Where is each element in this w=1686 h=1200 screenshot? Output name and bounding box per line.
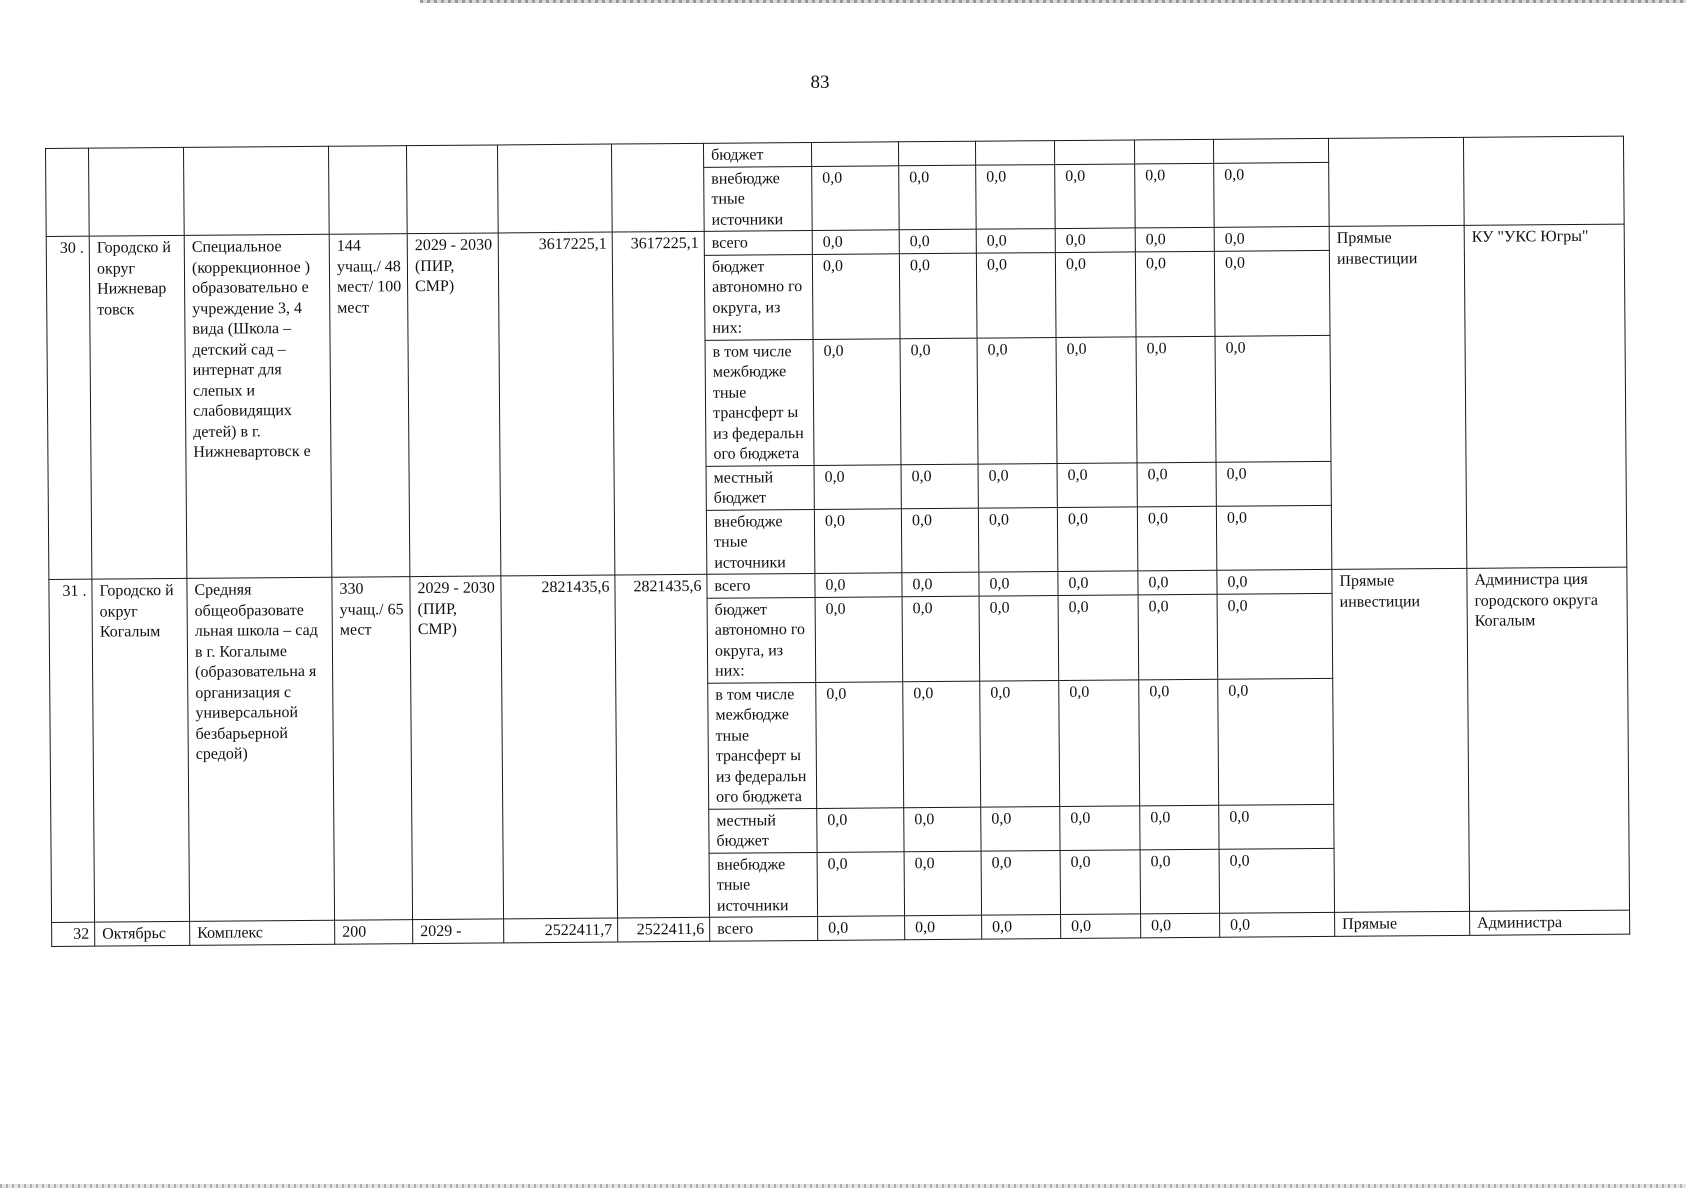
funding-value: 0,0 <box>978 463 1057 508</box>
funding-value: 0,0 <box>1057 506 1138 571</box>
funding-value: 0,0 <box>1219 804 1334 849</box>
remaining-cost-cell: 2522411,6 <box>618 917 710 941</box>
funding-value: 0,0 <box>1217 593 1333 679</box>
funding-value: 0,0 <box>899 229 976 253</box>
funding-value: 0,0 <box>1056 336 1137 463</box>
object-name-cell: Средняя общеобразовате льная школа – сад в г. Когалыме (образовательна я организация с универсальной безбарьерной средой) <box>187 577 335 921</box>
total-cost-cell: 2821435,6 <box>501 575 618 919</box>
funding-value: 0,0 <box>981 850 1061 915</box>
funding-value: 0,0 <box>902 596 980 682</box>
funding-value: 0,0 <box>980 680 1060 807</box>
funding-value: 0,0 <box>1138 570 1217 594</box>
funding-value: 0,0 <box>1219 848 1335 913</box>
funding-value: 0,0 <box>817 807 904 852</box>
funding-value: 0,0 <box>814 464 901 509</box>
scan-edge-top <box>420 0 1686 3</box>
investment-table <box>45 136 1630 947</box>
capacity-cell: 144 учащ./ 48 мест/ 100 мест <box>329 234 410 578</box>
funding-value: 0,0 <box>979 595 1059 681</box>
funding-source: в том числе межбюдже тные трансферт ы из федеральн ого бюджета <box>705 339 814 466</box>
funding-value: 0,0 <box>903 681 981 808</box>
funding-value: 0,0 <box>1061 914 1141 938</box>
funding-value: 0,0 <box>1057 462 1137 507</box>
period-cell: 2029 - 2030 (ПИР, СМР) <box>407 233 501 577</box>
funding-value: 0,0 <box>1136 336 1216 463</box>
scan-edge-bottom <box>0 1184 1686 1188</box>
funding-value: 0,0 <box>1215 335 1331 462</box>
funding-value: 0,0 <box>1058 571 1138 595</box>
funding-value: 0,0 <box>1141 913 1220 937</box>
object-rows <box>46 224 1630 946</box>
funding-value: 0,0 <box>814 508 902 573</box>
object-name-cell: Комплекс <box>190 920 335 945</box>
total-cost-cell: 3617225,1 <box>498 232 615 576</box>
cell-empty <box>328 146 407 235</box>
funding-value <box>898 141 975 165</box>
funding-value: 0,0 <box>979 572 1058 596</box>
funding-value: 0,0 <box>981 806 1060 851</box>
municipality-cell: Городско й округ Нижневар товск <box>89 235 187 579</box>
funding-source: бюджет <box>703 142 811 166</box>
funding-value: 0,0 <box>1214 162 1330 227</box>
mechanism-cell: Прямые <box>1335 911 1470 936</box>
funding-value: 0,0 <box>1055 251 1136 337</box>
funding-value: 0,0 <box>1216 461 1331 506</box>
funding-value: 0,0 <box>1055 228 1135 252</box>
funding-value: 0,0 <box>1140 849 1220 914</box>
funding-value: 0,0 <box>977 337 1057 464</box>
funding-value: 0,0 <box>1214 226 1329 250</box>
funding-value: 0,0 <box>1135 251 1215 337</box>
customer-cell: КУ "УКС Югры" <box>1464 224 1627 568</box>
funding-value: 0,0 <box>1220 912 1335 936</box>
funding-value: 0,0 <box>899 253 977 339</box>
municipality-cell: Городско й округ Когалым <box>92 578 190 922</box>
funding-value <box>1054 140 1134 164</box>
remaining-cost-cell: 3617225,1 <box>612 231 707 575</box>
cell-empty <box>183 146 329 235</box>
funding-source: всего <box>704 230 812 254</box>
funding-value: 0,0 <box>1218 678 1334 805</box>
funding-value: 0,0 <box>815 573 902 597</box>
funding-source: всего <box>707 573 815 597</box>
funding-value: 0,0 <box>816 681 904 808</box>
capacity-cell: 200 <box>335 920 413 944</box>
period-cell: 2029 - 2030 (ПИР, СМР) <box>410 576 504 920</box>
funding-value: 0,0 <box>901 508 979 573</box>
funding-value: 0,0 <box>1135 163 1215 228</box>
funding-value: 0,0 <box>1140 805 1219 850</box>
funding-value <box>1134 139 1213 163</box>
remaining-cost-cell: 2821435,6 <box>615 574 710 918</box>
funding-value <box>1213 138 1328 162</box>
funding-value: 0,0 <box>905 915 982 939</box>
period-cell: 2029 - <box>413 919 504 943</box>
funding-value: 0,0 <box>813 338 901 465</box>
funding-source: в том числе межбюдже тные трансферт ы из федеральн ого бюджета <box>708 682 817 809</box>
page-number: 83 <box>810 72 830 93</box>
funding-value: 0,0 <box>1135 227 1214 251</box>
funding-value: 0,0 <box>1217 569 1332 593</box>
funding-value: 0,0 <box>1214 250 1330 336</box>
funding-source: бюджет автономно го округа, из них: <box>707 597 816 683</box>
funding-value: 0,0 <box>904 807 981 852</box>
funding-value: 0,0 <box>812 253 900 339</box>
funding-source: внебюдже тные источники <box>704 166 813 231</box>
cell-empty <box>1328 137 1464 226</box>
funding-source: местный бюджет <box>709 808 817 853</box>
row-number: 30 . <box>46 236 92 579</box>
cell-empty <box>406 145 498 234</box>
customer-cell: Администра <box>1470 910 1630 935</box>
funding-value: 0,0 <box>1060 805 1140 850</box>
funding-value: 0,0 <box>976 229 1055 253</box>
funding-value: 0,0 <box>899 165 977 230</box>
cell-empty <box>46 148 90 236</box>
funding-value: 0,0 <box>1216 505 1332 570</box>
funding-value: 0,0 <box>1138 594 1218 680</box>
funding-value: 0,0 <box>815 596 903 682</box>
funding-value: 0,0 <box>812 230 899 254</box>
funding-value: 0,0 <box>817 851 905 916</box>
cell-empty <box>611 143 704 232</box>
funding-source: внебюдже тные источники <box>706 509 815 574</box>
funding-value: 0,0 <box>1058 594 1139 680</box>
funding-source: бюджет автономно го округа, из них: <box>704 254 813 340</box>
funding-value: 0,0 <box>982 915 1061 939</box>
funding-value: 0,0 <box>812 165 900 230</box>
funding-value: 0,0 <box>1137 506 1217 571</box>
funding-value: 0,0 <box>978 507 1058 572</box>
funding-source: местный бюджет <box>706 465 814 510</box>
funding-value: 0,0 <box>902 572 979 596</box>
funding-value: 0,0 <box>1139 679 1219 806</box>
funding-value: 0,0 <box>818 916 905 940</box>
cell-empty <box>1463 136 1624 225</box>
funding-value <box>811 142 898 166</box>
funding-value <box>975 141 1054 165</box>
funding-value: 0,0 <box>901 464 978 509</box>
funding-value: 0,0 <box>1059 679 1140 806</box>
cell-empty <box>89 147 185 236</box>
document-sheet <box>45 136 1630 1056</box>
funding-value: 0,0 <box>1137 462 1216 507</box>
object-name-cell: Специальное (коррекционное ) образовательно е учреждение 3, 4 вида (Школа –детский сад – интернат для слепых и слабовидящих детей) в г. Нижневартовск е <box>184 234 332 578</box>
mechanism-cell: Прямые инвестиции <box>1329 225 1467 569</box>
row-number: 31 . <box>49 579 95 922</box>
funding-value: 0,0 <box>1060 849 1141 914</box>
municipality-cell: Октябрьс <box>95 921 190 945</box>
mechanism-cell: Прямые инвестиции <box>1332 568 1470 912</box>
funding-source: внебюдже тные источники <box>709 852 818 917</box>
total-cost-cell: 2522411,7 <box>504 918 618 942</box>
cell-empty <box>497 144 612 233</box>
funding-value: 0,0 <box>1055 163 1136 228</box>
funding-source: всего <box>710 916 818 940</box>
funding-value: 0,0 <box>976 252 1056 338</box>
capacity-cell: 330 учащ./ 65 мест <box>332 577 413 921</box>
row-number: 32 <box>52 922 95 946</box>
customer-cell: Администра ция городского округа Когалым <box>1467 567 1630 911</box>
funding-value: 0,0 <box>904 851 982 916</box>
funding-value: 0,0 <box>900 338 978 465</box>
funding-value: 0,0 <box>976 164 1056 229</box>
